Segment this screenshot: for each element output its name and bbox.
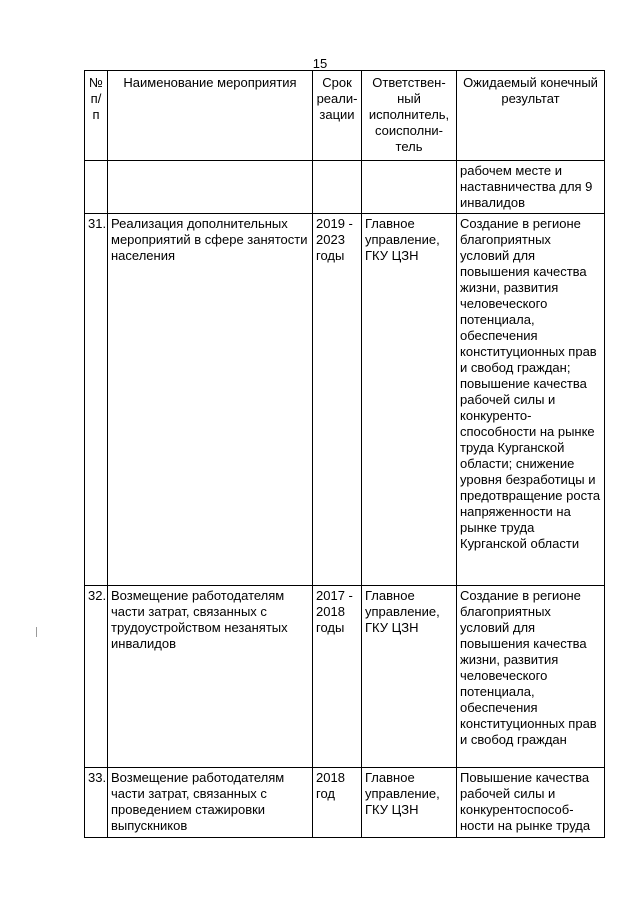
measures-table: [84, 70, 605, 838]
header-result: Ожидаемый конечный результат: [457, 71, 605, 161]
row-num: 31.: [85, 214, 108, 586]
table-row: [85, 586, 605, 768]
row-responsible: [362, 161, 457, 214]
row-name: Возмещение работодателям части затрат, связанных с трудоустройством незанятых инвалидов: [108, 586, 313, 768]
row-term: 2018 год: [313, 768, 362, 838]
row-num: 32.: [85, 586, 108, 768]
table-row: [85, 161, 605, 214]
margin-mark: [36, 627, 37, 637]
row-num: [85, 161, 108, 214]
row-term: 2017 - 2018 годы: [313, 586, 362, 768]
row-name: [108, 161, 313, 214]
page-number: 15: [312, 56, 328, 71]
table-header-row: [85, 71, 605, 161]
row-name: Возмещение работодателям части затрат, связанных с проведением стажировки выпускников: [108, 768, 313, 838]
row-result: Создание в регионе благоприятных условий для повышения качества жизни, развития человеческого потенциала, обеспечения конституционных прав и свобод граждан: [457, 586, 605, 768]
row-term: [313, 161, 362, 214]
row-responsible: Главное управление, ГКУ ЦЗН: [362, 586, 457, 768]
header-num: № п/п: [85, 71, 108, 161]
row-num: 33.: [85, 768, 108, 838]
header-name: Наименование мероприятия: [108, 71, 313, 161]
table-row: [85, 214, 605, 586]
row-name: Реализация дополнительных мероприятий в сфере занятости населения: [108, 214, 313, 586]
table-row: [85, 768, 605, 838]
row-result: Повышение качества рабочей силы и конкурентоспособ-ности на рынке труда: [457, 768, 605, 838]
row-term: 2019 - 2023 годы: [313, 214, 362, 586]
row-result: рабочем месте и наставничества для 9 инвалидов: [457, 161, 605, 214]
row-responsible: Главное управление, ГКУ ЦЗН: [362, 214, 457, 586]
header-responsible: Ответствен-ный исполнитель, соисполни-тель: [362, 71, 457, 161]
header-term: Срок реали-зации: [313, 71, 362, 161]
row-result: Создание в регионе благоприятных условий для повышения качества жизни, развития человеческого потенциала, обеспечения конституционных прав и свобод граждан; повышение качества рабочей силы и конкуренто-способности на рынке труда Курганской области; снижение уровня безработицы и предотвращение роста напряженности на рынке труда Курганской области: [457, 214, 605, 586]
row-responsible: Главное управление, ГКУ ЦЗН: [362, 768, 457, 838]
